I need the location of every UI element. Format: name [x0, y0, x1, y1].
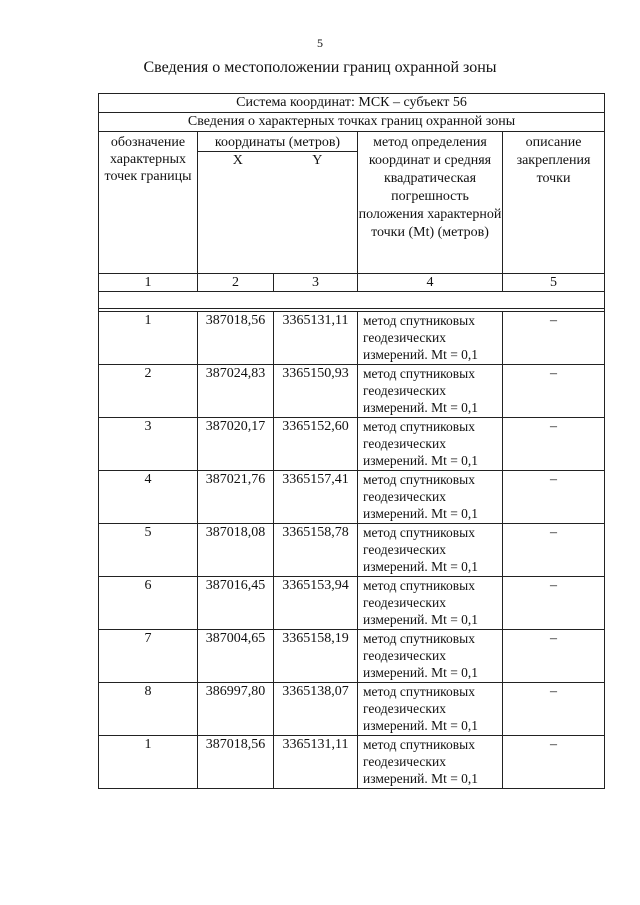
column-number-row [99, 274, 605, 292]
points-info-cell: Сведения о характерных точках границ охранной зоны [99, 113, 605, 132]
point-cell: 4 [99, 471, 198, 524]
y-coordinate-cell: 3365153,94 [274, 577, 358, 630]
x-coordinate-cell: 387018,56 [198, 312, 274, 365]
page-number: 5 [317, 36, 323, 50]
point-cell: 1 [99, 736, 198, 789]
method-cell: метод спутниковых геодезических измерений. Mt = 0,1 [358, 736, 503, 789]
y-coordinate-cell: 3365158,78 [274, 524, 358, 577]
blank-row [99, 292, 605, 309]
column-number: 2 [198, 274, 274, 292]
point-cell: 3 [99, 418, 198, 471]
point-cell: 7 [99, 630, 198, 683]
fixing-cell: – [503, 418, 605, 471]
header-y: Y [312, 153, 323, 168]
x-coordinate-cell: 387018,56 [198, 736, 274, 789]
header-x: X [232, 153, 243, 168]
y-coordinate-cell: 3365131,11 [274, 312, 358, 365]
fixing-cell: – [503, 365, 605, 418]
x-coordinate-cell: 387016,45 [198, 577, 274, 630]
document-title: Сведения о местоположении границ охранной зоны [143, 59, 497, 76]
point-cell: 2 [99, 365, 198, 418]
table-row [99, 312, 605, 365]
header-method: метод определения координат и средняя квадратическая погрешность положения характерной точки (Мt) (метров) [358, 132, 503, 274]
method-cell: метод спутниковых геодезических измерений. Mt = 0,1 [358, 577, 503, 630]
point-cell: 8 [99, 683, 198, 736]
column-number: 1 [99, 274, 198, 292]
table-row [99, 471, 605, 524]
column-number: 4 [358, 274, 503, 292]
point-cell: 1 [99, 312, 198, 365]
table-row [99, 524, 605, 577]
x-coordinate-cell: 387018,08 [198, 524, 274, 577]
x-coordinate-cell: 387020,17 [198, 418, 274, 471]
point-cell: 6 [99, 577, 198, 630]
y-coordinate-cell: 3365152,60 [274, 418, 358, 471]
column-number: 3 [274, 274, 358, 292]
column-header-row [99, 132, 605, 274]
x-coordinate-cell: 386997,80 [198, 683, 274, 736]
fixing-cell: – [503, 524, 605, 577]
header-fixing: описание закрепления точки [503, 132, 605, 274]
method-cell: метод спутниковых геодезических измерений. Mt = 0,1 [358, 683, 503, 736]
method-cell: метод спутниковых геодезических измерений. Mt = 0,1 [358, 630, 503, 683]
coordinate-system-row [99, 94, 605, 113]
y-coordinate-cell: 3365158,19 [274, 630, 358, 683]
table-row [99, 418, 605, 471]
coordinate-system-cell: Система координат: МСК – субъект 56 [99, 94, 605, 113]
point-cell: 5 [99, 524, 198, 577]
y-coordinate-cell: 3365131,11 [274, 736, 358, 789]
fixing-cell: – [503, 736, 605, 789]
fixing-cell: – [503, 630, 605, 683]
table-row [99, 365, 605, 418]
table-row [99, 577, 605, 630]
x-coordinate-cell: 387024,83 [198, 365, 274, 418]
header-coordinates [198, 132, 358, 274]
method-cell: метод спутниковых геодезических измерений. Mt = 0,1 [358, 365, 503, 418]
table-row [99, 630, 605, 683]
y-coordinate-cell: 3365138,07 [274, 683, 358, 736]
boundary-points-table [98, 93, 605, 789]
fixing-cell: – [503, 312, 605, 365]
y-coordinate-cell: 3365150,93 [274, 365, 358, 418]
fixing-cell: – [503, 683, 605, 736]
column-number: 5 [503, 274, 605, 292]
method-cell: метод спутниковых геодезических измерений. Mt = 0,1 [358, 418, 503, 471]
header-coordinates-title: координаты (метров) [198, 134, 357, 152]
y-coordinate-cell: 3365157,41 [274, 471, 358, 524]
header-designation: обозначение характерных точек границы [99, 132, 198, 274]
method-cell: метод спутниковых геодезических измерений. Mt = 0,1 [358, 312, 503, 365]
blank-cell [99, 292, 605, 309]
x-coordinate-cell: 387004,65 [198, 630, 274, 683]
table-row [99, 683, 605, 736]
method-cell: метод спутниковых геодезических измерений. Mt = 0,1 [358, 471, 503, 524]
points-info-row [99, 113, 605, 132]
table-row [99, 736, 605, 789]
x-coordinate-cell: 387021,76 [198, 471, 274, 524]
method-cell: метод спутниковых геодезических измерений. Mt = 0,1 [358, 524, 503, 577]
fixing-cell: – [503, 471, 605, 524]
fixing-cell: – [503, 577, 605, 630]
